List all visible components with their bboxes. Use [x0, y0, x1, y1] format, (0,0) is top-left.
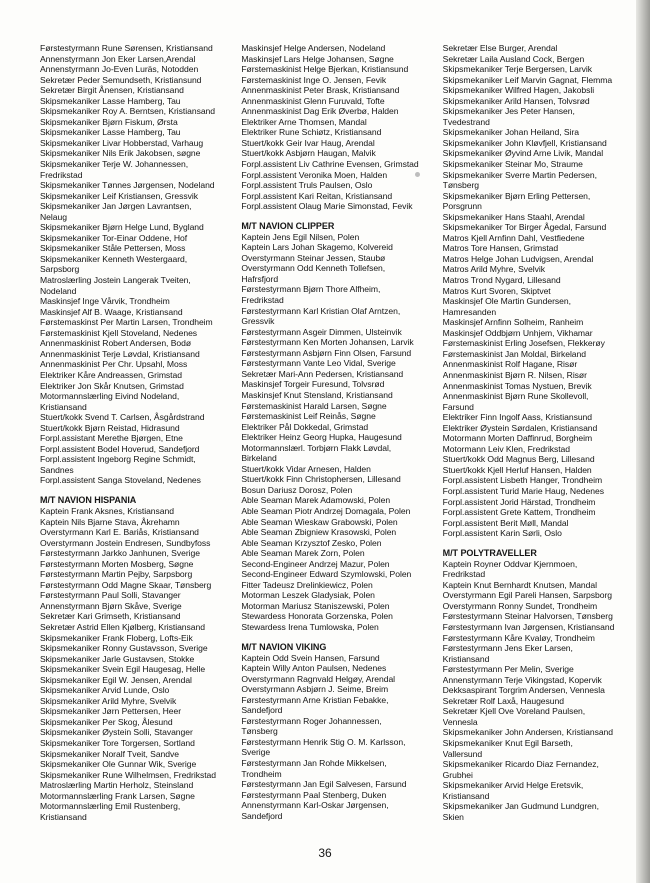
crew-entry-line: Førstestyrmann Steinar Halvorsen, Tønsberg — [442, 611, 613, 622]
crew-entry-line: Førstestyrmann Roger Johannessen, — [241, 715, 382, 726]
crew-entry-line: Skipsmekaniker Bjørn Fiskum, Ørsta — [40, 116, 178, 127]
crew-entry-line: Forpl.assistent Truls Paulsen, Oslo — [241, 180, 373, 191]
crew-entry-line: Forpl.assistant Merethe Bjørgen, Etne — [40, 433, 183, 444]
crew-entry-line: Førstemaskinist Leif Reinås, Søgne — [241, 411, 376, 422]
crew-entry-line: Skipsmekaniker Bjørn Erling Pettersen, — [442, 190, 591, 201]
crew-entry-line: Porsgrunn — [442, 201, 482, 212]
crew-entry-line: Skipsmekaniker Kenneth Westergaard, — [40, 253, 188, 264]
crew-entry-line: Førstestyrmann Asgeir Dimmen, Ulsteinvik — [241, 326, 402, 337]
column-middle — [241, 43, 428, 822]
crew-entry-line: Able Seaman Piotr Andrzej Domagala, Polen — [241, 505, 411, 516]
crew-entry-line: Skipsmekaniker Frank Floberg, Lofts-Eik — [40, 632, 193, 643]
page-edge-shadow — [636, 0, 650, 883]
crew-entry-line: Førstestyrmann Jan Rohde Mikkelsen, — [241, 758, 387, 768]
crew-entry-line: Førstestyrmann Jens Eker Larsen, — [442, 643, 573, 654]
crew-entry-line: Førstemaskinist Helge Bjerkan, Kristiansund — [241, 64, 409, 75]
crew-entry-line: Trondheim — [241, 768, 282, 779]
crew-entry-line: Annenmaskinist Glenn Furuvald, Tofte — [241, 95, 385, 106]
crew-entry-line: Motormannslærling Frank Larsen, Søgne — [40, 790, 195, 801]
crew-entry-line: Sandnes — [40, 464, 74, 475]
crew-entry-line: Førstestyrmann Asbjørn Finn Olsen, Farsund — [241, 347, 412, 358]
crew-entry-line: Overstyrmann Ronny Sundet, Trondheim — [442, 600, 598, 611]
crew-entry-line: Kaptein Knut Bernhardt Knutsen, Mandal — [442, 579, 597, 590]
crew-entry-line: Vallersund — [442, 748, 483, 759]
crew-entry-line: Skien — [442, 811, 464, 822]
crew-entry-line: Able Seaman Wieskaw Grabowski, Polen — [241, 516, 398, 527]
column-left — [40, 43, 227, 822]
crew-entry-line: Overstyrmann Egil Pareli Hansen, Sarpsborg — [442, 590, 613, 601]
crew-entry-line: Matroslærling Jostein Langerak Tveiten, — [40, 275, 191, 286]
crew-entry-line: Maskinsjef Lars Helge Johansen, Søgne — [241, 53, 394, 64]
column-right — [443, 43, 630, 822]
crew-entry-line: Skipsmekaniker Ståle Pettersen, Moss — [40, 243, 186, 254]
crew-entry-line: Skipsmekaniker Arild Myhre, Svelvik — [40, 695, 177, 706]
crew-entry-line: Hafrsfjord — [241, 273, 279, 284]
crew-entry-line: Forpl.assistent Karin Sørli, Oslo — [442, 528, 562, 539]
crew-entry-line: Maskinsjef Alf B. Waage, Kristiansand — [40, 306, 183, 317]
crew-entry-line: Elektriker Øystein Sørdalen, Kristiansand — [442, 422, 598, 433]
crew-entry-line: Stuert/kokk Finn Christophersen, Lillesand — [241, 474, 401, 485]
crew-entry-line: Førstestyrmann Odd Magne Skaar, Tønsberg — [40, 579, 212, 590]
crew-entry-line: Forpl.assistent Jorid Härstad, Trondheim — [442, 496, 596, 507]
crew-entry-line: Motorman Leszek Gladysiak, Polen — [241, 590, 375, 601]
crew-entry-line: Overstyrmann Asbjørn J. Seime, Breim — [241, 684, 389, 695]
crew-entry-line: Kristiansand — [40, 811, 87, 822]
crew-entry-line: Skipsmekaniker Arvid Helge Eretsvik, — [442, 780, 584, 791]
crew-entry-line: Forpl.assistent Lisbeth Hanger, Trondheim — [442, 475, 603, 486]
crew-entry-line: Annenstyrmann Karl-Oskar Jørgensen, — [241, 800, 389, 811]
crew-entry-line: Stuert/kokk Vidar Arnesen, Halden — [241, 463, 371, 474]
crew-entry-line: Nelaug — [40, 211, 67, 222]
crew-entry-line: Forpl.assistent Ingeborg Regine Schmidt, — [40, 454, 196, 465]
crew-entry-line: Førstestyrmann Ivan Jørgensen, Kristiansand — [442, 621, 615, 632]
crew-entry-line: Skipsmekaniker Terje Bergersen, Larvik — [442, 64, 593, 75]
crew-entry-line: Motormannslærl. Torbjørn Flakk Løvdal, — [241, 442, 392, 453]
crew-entry-line: Fredrikstad — [241, 295, 284, 306]
crew-entry-line: Grubhei — [442, 769, 473, 780]
crew-entry-line: Førstestyrmann Ken Morten Johansen, Larvik — [241, 337, 414, 348]
crew-list-columns — [40, 43, 630, 822]
crew-entry-line: Sekretær Laila Ausland Cock, Bergen — [442, 53, 585, 64]
crew-entry-line: Førstemaskinist Jan Moldal, Birkeland — [442, 348, 586, 359]
crew-entry-line: Tvedestrand — [442, 116, 490, 127]
crew-entry-line: Førstemaskinist Inge O. Jensen, Fevik — [241, 74, 387, 85]
crew-entry-line: Skipsmekaniker Ole Gunnar Wik, Sverige — [40, 759, 197, 770]
crew-entry-line: Stuert/kokk Asbjørn Haugan, Malvik — [241, 148, 376, 159]
crew-section — [443, 548, 630, 823]
crew-entry-line: Førstestyrmann Kåre Kvaløy, Trondheim — [442, 632, 595, 643]
crew-entry-line: Skipsmekaniker Ricardo Diaz Fernandez, — [442, 759, 599, 770]
crew-entry-line: Sverige — [241, 747, 271, 758]
crew-entry-line: Skipsmekaniker Nils Erik Jakobsen, søgne — [40, 148, 201, 159]
crew-entry-line: Forpl.assistent Liv Cathrine Evensen, Grimstad — [241, 159, 419, 170]
crew-entry-line: Kaptein Odd Svein Hansen, Farsund — [241, 652, 380, 663]
crew-entry-line: Annenstyrmann Jo-Even Luräs, Notodden — [40, 64, 199, 75]
crew-entry-line: Overstyrmann Karl E. Bariås, Kristiansand — [40, 527, 199, 538]
crew-entry-line: Førstestyrmann Rune Sørensen, Kristiansand — [40, 43, 213, 53]
crew-entry-line: Førstestyrmann Morten Mosberg, Søgne — [40, 558, 194, 569]
crew-entry-line: Matros Helge Johan Ludvigsen, Arendal — [442, 253, 594, 264]
crew-entry-line: Førstemaskinist Erling Josefsen, Flekkerøy — [442, 338, 605, 349]
crew-entry-line: Skipsmekaniker Lasse Hamberg, Tau — [40, 127, 181, 138]
crew-entry-line: Førstestyrmann Henrik Stig O. M. Karlsson, — [241, 736, 406, 747]
crew-entry-line: Nodeland — [40, 285, 77, 296]
crew-entry-line: Førstemaskinst Per Martin Larsen, Trondheim — [40, 317, 213, 328]
crew-entry-line: Sekretær Mari-Ann Pedersen, Kristiansand — [241, 368, 404, 379]
crew-entry-line: Kaptein Jens Egil Nilsen, Polen — [241, 231, 360, 242]
crew-entry-line: Stuert/kokk Svend T. Carlsen, Åsgårdstrand — [40, 412, 205, 423]
crew-entry-line: Skipsmekaniker Leif Marvin Gagnat, Flemma — [442, 74, 613, 85]
crew-entry-line: Tønsberg — [241, 726, 278, 737]
crew-entry-line: Matros Arild Myhre, Svelvik — [442, 264, 545, 275]
crew-section — [40, 495, 227, 822]
crew-entry-line: Motormann Leiv Klen, Fredrikstad — [442, 443, 571, 454]
crew-entry-line: Forpl.assistent Olaug Marie Simonstad, Fevik — [241, 201, 413, 212]
crew-section — [443, 43, 630, 539]
crew-entry-line: Skipsmekaniker Johan Heiland, Sira — [442, 127, 580, 138]
ship-heading: M/T NAVION CLIPPER — [241, 220, 335, 231]
crew-entry-line: Overstyrmann Steinar Jessen, Staubø — [241, 252, 386, 263]
crew-entry-line: Kristiansand — [40, 401, 87, 412]
crew-entry-line: Tønsberg — [442, 180, 480, 191]
crew-entry-line: Elektriker Finn Ingolf Aass, Kristiansund — [442, 412, 593, 423]
crew-entry-line: Kristiansand — [442, 790, 490, 801]
crew-entry-line: Kaptein Royner Oddvar Kjernmoen, — [442, 558, 578, 569]
crew-entry-line: Skipsmekaniker Egil W. Jensen, Arendal — [40, 674, 192, 685]
crew-entry-line: Førstestyrmann Per Melin, Sverige — [442, 664, 574, 675]
crew-entry-line: Forpl.assistent Sanga Stoveland, Nedenes — [40, 475, 201, 486]
crew-entry-line: Elektriker Rune Schiøtz, Kristiansand — [241, 127, 382, 138]
crew-entry-line: Førstestyrmann Bjørn Thore Alfheim, — [241, 284, 381, 295]
crew-entry-line: Skipsmekaniker Steinar Mo, Straume — [442, 159, 583, 170]
crew-entry-line: Matros Kurt Svoren, Skiptvet — [442, 285, 551, 296]
crew-entry-line: Vennesla — [442, 716, 478, 727]
crew-entry-line: Skipsmekaniker Arild Hansen, Tolvsrød — [442, 95, 590, 106]
crew-entry-line: Annenmaskinist Bjørn Rune Skollevoll, — [442, 391, 589, 402]
crew-entry-line: Skipsmekaniker Lasse Hamberg, Tau — [40, 95, 181, 106]
crew-entry-line: Annenmaskinist Rolf Hagane, Risør — [442, 359, 578, 370]
crew-entry-line: Skipsmekaniker Wilfred Hagen, Jakobsli — [442, 85, 595, 96]
ship-heading: M/T NAVION VIKING — [241, 641, 327, 652]
crew-entry-line: Skipsmekaniker Tor Birger Ågedal, Farsund — [442, 222, 607, 233]
crew-entry-line: Skipsmekaniker Terje W. Johannessen, — [40, 159, 189, 170]
crew-entry-line: Maskinsjef Ole Martin Gundersen, — [442, 296, 571, 307]
crew-entry-line: Skipsmekaniker Tønnes Jørgensen, Nodeland — [40, 180, 215, 191]
ship-heading: M/T NAVION HISPANIA — [40, 494, 137, 505]
crew-entry-line: Birkeland — [241, 453, 277, 464]
crew-entry-line: Førstemaskinist Kjell Stoveland, Nedenes — [40, 327, 198, 338]
crew-entry-line: Forpl.assistent Veronika Moen, Halden — [241, 169, 388, 180]
crew-entry-line: Skipsmekaniker Jan Gudmund Lundgren, — [442, 801, 599, 812]
crew-entry-line: Stuert/kokk Odd Magnus Berg, Lillesand — [442, 454, 595, 465]
crew-entry-line: Førstestyrmann Jarkko Janhunen, Sverige — [40, 548, 200, 559]
crew-section — [40, 43, 227, 486]
crew-entry-line: Matros Kjell Arnfinn Dahl, Vestfiedene — [442, 232, 585, 243]
crew-entry-line: Able Seaman Marek Adamowski, Polen — [241, 495, 391, 506]
crew-entry-line: Hamresanden — [442, 306, 497, 317]
crew-entry-line: Forpl.assistent Bodel Hoverud, Sandefjord — [40, 443, 200, 454]
crew-entry-line: Stuert/kokk Bjørn Reistad, Hidrasund — [40, 422, 180, 433]
crew-entry-line: Skipsmekaniker Roy A. Berntsen, Kristiansand — [40, 106, 216, 117]
crew-entry-line: Førstestyrmann Jan Egil Salvesen, Farsund — [241, 779, 407, 790]
crew-entry-line: Skipsmekaniker John Andersen, Kristiansand — [442, 727, 614, 738]
crew-entry-line: Skipsmekaniker Rune Wilhelmsen, Fredrikstad — [40, 769, 216, 780]
crew-entry-line: Førstestyrmann Paul Solli, Stavanger — [40, 590, 181, 601]
crew-entry-line: Overstyrmann Odd Kenneth Tollefsen, — [241, 263, 386, 274]
crew-entry-line: Sekretær Kari Grimseth, Kristiansand — [40, 611, 181, 622]
crew-entry-line: Førstestyrmann Arne Kristian Febakke, — [241, 694, 389, 705]
crew-entry-line: Annenstyrmann Jon Eker Larsen,Arendal — [40, 53, 196, 64]
crew-entry-line: Matros Trond Nygard, Lillesand — [442, 275, 561, 286]
ship-heading: M/T POLYTRAVELLER — [442, 547, 537, 558]
crew-entry-line: Maskinsjef Knut Stensland, Kristiansand — [241, 389, 393, 400]
crew-entry-line: Motorman Mariusz Staniszewski, Polen — [241, 600, 390, 611]
page-number: 36 — [318, 846, 332, 860]
crew-entry-line: Maskinsjef Oddbjørn Unhjem, Vikhamar — [442, 327, 593, 338]
crew-entry-line: Elektriker Jon Skår Knutsen, Grimstad — [40, 380, 184, 391]
crew-entry-line: Annenmaskinist Bjørn R. Nilsen, Risør — [442, 369, 587, 380]
crew-entry-line: Elektriker Arne Thomsen, Mandal — [241, 116, 367, 127]
crew-section — [241, 43, 428, 212]
crew-entry-line: Sekretær Kjell Ove Voreland Paulsen, — [442, 706, 586, 717]
crew-entry-line: Kaptein Willy Anton Paulsen, Nedenes — [241, 663, 387, 674]
crew-entry-line: Førstestyrmann Paal Stenberg, Duken — [241, 789, 387, 800]
crew-entry-line: Skipsmekaniker Jørn Pettersen, Heer — [40, 706, 182, 717]
crew-entry-line: Skipsmekaniker Jarle Gustavsen, Stokke — [40, 653, 195, 664]
crew-entry-line: Annenmaskinist Robert Andersen, Bodø — [40, 338, 192, 349]
crew-entry-line: Second-Engineer Andrzej Mazur, Polen — [241, 558, 390, 569]
crew-entry-line: Maskinsjef Arnfinn Solheim, Ranheim — [442, 317, 584, 328]
crew-entry-line: Førstestyrmann Vante Leo Vidal, Sverige — [241, 358, 396, 369]
crew-entry-line: Skipsmekaniker Noralf Tveit, Sandve — [40, 748, 179, 759]
crew-entry-line: Elektriker Pål Dokkedal, Grimstad — [241, 421, 369, 432]
crew-entry-line: Motormannslærling Emil Rustenberg, — [40, 801, 181, 812]
crew-entry-line: Annenmaskinist Tomas Nystuen, Brevik — [442, 380, 592, 391]
crew-entry-line: Stewardess Honorata Gorzenska, Polen — [241, 611, 393, 622]
crew-entry-line: Bosun Dariusz Dorosz, Polen — [241, 484, 353, 495]
crew-entry-line: Kaptein Lars Johan Skagemo, Kolvereid — [241, 242, 393, 253]
crew-entry-line: Skipsmekaniker Ronny Gustavsson, Sverige — [40, 643, 208, 654]
crew-entry-line: Able Seaman Marek Zorn, Polen — [241, 548, 365, 559]
crew-entry-line: Skipsmekaniker Tor-Einar Oddene, Hof — [40, 232, 188, 243]
crew-entry-line: Skipsmekaniker Hans Staahl, Arendal — [442, 211, 585, 222]
crew-entry-line: Sekretær Peder Semundseth, Kristiansund — [40, 74, 202, 85]
crew-entry-line: Forpl.assistent Grete Kattem, Trondheim — [442, 507, 596, 518]
crew-entry-line: Annenstyrmann Bjørn Skåve, Sverige — [40, 600, 182, 611]
crew-entry-line: Skipsmekaniker Leif Kristiansen, Gressvik — [40, 190, 198, 201]
crew-entry-line: Maskinsjef Torgeir Furesund, Tolvsrød — [241, 379, 385, 390]
crew-entry-line: Førstestyrmann Martin Pejby, Sarpsborg — [40, 569, 193, 580]
crew-entry-line: Kristiansand — [442, 653, 490, 664]
crew-entry-line: Stuert/kokk Geir Ivar Haug, Arendal — [241, 137, 375, 148]
crew-entry-line: Fredrikstad — [40, 169, 83, 180]
crew-entry-line: Elektriker Heinz Georg Hupka, Haugesund — [241, 432, 402, 443]
crew-entry-line: Maskinsjef Inge Vårvik, Trondheim — [40, 296, 170, 307]
crew-entry-line: Overstyrmann Jostein Endresen, Sundbyfoss — [40, 537, 211, 548]
crew-entry-line: Skipsmekaniker Arvid Lunde, Oslo — [40, 685, 170, 696]
crew-section — [241, 642, 428, 822]
crew-entry-line: Forpl.assistent Turid Marie Haug, Nedenes — [442, 485, 604, 496]
crew-entry-line: Sekretær Else Burger, Arendal — [442, 43, 558, 53]
crew-section — [241, 221, 428, 633]
crew-entry-line: Skipsmekaniker Øyvind Arne Livik, Mandal — [442, 148, 604, 159]
crew-entry-line: Second-Engineer Edward Szymlowski, Polen — [241, 569, 412, 580]
crew-entry-line: Matroslærling Martin Herholz, Steinsland — [40, 780, 194, 791]
crew-entry-line: Førstemaskinist Harald Larsen, Søgne — [241, 400, 387, 411]
crew-entry-line: Skipsmekaniker Øystein Solli, Stavanger — [40, 727, 193, 738]
crew-entry-line: Annenmaskinist Terje Løvdal, Kristiansand — [40, 348, 200, 359]
crew-entry-line: Skipsmekaniker Livar Hobberstad, Varhaug — [40, 137, 204, 148]
crew-entry-line: Stewardess Irena Tumlowska, Polen — [241, 621, 379, 632]
crew-entry-line: Able Seaman Zbigniew Krasowski, Polen — [241, 527, 397, 538]
crew-entry-line: Sandefjord — [241, 705, 283, 716]
crew-entry-line: Fredrikstad — [442, 569, 486, 580]
crew-entry-line: Annenstyrmann Terje Vikingstad, Kopervik — [442, 674, 602, 685]
crew-entry-line: Motormann Morten Daffinrud, Borgheim — [442, 433, 593, 444]
crew-entry-line: Maskinsjef Helge Andersen, Nodeland — [241, 43, 386, 53]
crew-entry-line: Able Seaman Krzysztof Zesko, Polen — [241, 537, 382, 548]
crew-entry-line: Annenmaskinist Per Chr. Upsahl, Moss — [40, 359, 188, 370]
crew-entry-line: Farsund — [442, 401, 474, 412]
crew-entry-line: Førstestyrmann Karl Kristian Olaf Arntzen, — [241, 305, 401, 316]
crew-entry-line: Motormannslærling Eivind Nodeland, — [40, 391, 180, 402]
crew-entry-line: Elektriker Kåre Andreassen, Grimstad — [40, 369, 182, 380]
crew-entry-line: Skipsmekaniker Bjørn Helge Lund, Bygland — [40, 222, 204, 233]
crew-entry-line: Kaptein Nils Bjarne Stava, Åkrehamn — [40, 516, 180, 527]
crew-entry-line: Skipsmekaniker Knut Egil Barseth, — [442, 738, 573, 748]
crew-entry-line: Stuert/kokk Kjell Herluf Hansen, Halden — [442, 464, 592, 475]
crew-entry-line: Dekksaspirant Torgrim Andersen, Vennesla — [442, 685, 605, 696]
crew-entry-line: Fitter Tadeusz Drelinkiewicz, Polen — [241, 579, 373, 590]
crew-entry-line: Skipsmekaniker Svein Egil Haugesag, Helle — [40, 664, 206, 675]
crew-entry-line: Annenmaskinist Peter Brask, Kristiansand — [241, 85, 400, 96]
crew-entry-line: Sekretær Astrid Ellen Kjølberg, Kristiansand — [40, 621, 205, 632]
crew-entry-line: Annenmaskinist Dag Erik Øverbø, Halden — [241, 106, 399, 117]
crew-entry-line: Skipsmekaniker Jan Jørgen Lavrantsen, — [40, 201, 192, 212]
crew-entry-line: Gressvik — [241, 316, 275, 327]
crew-entry-line: Skipsmekaniker Sverre Martin Pedersen, — [442, 169, 597, 180]
crew-entry-line: Sarpsborg — [40, 264, 80, 275]
crew-entry-line: Sekretær Birgit Ånensen, Kristiansand — [40, 85, 184, 96]
crew-entry-line: Kaptein Frank Aksnes, Kristiansand — [40, 505, 174, 516]
crew-entry-line: Sandefjord — [241, 810, 283, 821]
crew-entry-line: Sekretær Rolf Laxå, Haugesund — [442, 695, 564, 706]
crew-entry-line: Forpl.assistent Berit Møll, Mandal — [442, 517, 569, 528]
crew-entry-line: Overstyrmann Ragnvald Helgøy, Arendal — [241, 673, 396, 684]
crew-entry-line: Matros Tore Hansen, Grimstad — [442, 243, 559, 254]
crew-entry-line: Skipsmekaniker Per Skog, Ålesund — [40, 716, 173, 727]
crew-entry-line: Skipsmekaniker Jes Peter Hansen, — [442, 106, 575, 117]
crew-entry-line: Skipsmekaniker John Kløvfjell, Kristiansand — [442, 137, 607, 148]
crew-entry-line: Skipsmekaniker Tore Torgersen, Sortland — [40, 738, 195, 748]
crew-entry-line: Forpl.assistent Kari Reitan, Kristiansand — [241, 190, 393, 201]
